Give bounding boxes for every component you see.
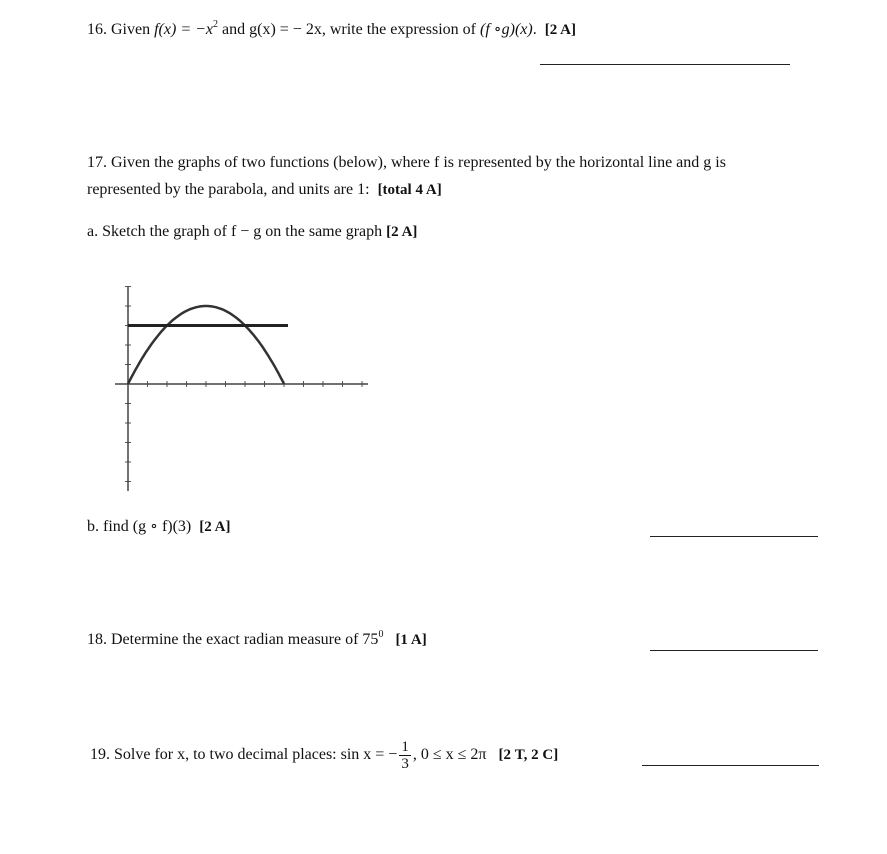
- q19-fraction: [399, 739, 411, 772]
- q16-marks: [2 A]: [544, 22, 576, 38]
- q18-marks: [1 A]: [395, 632, 427, 648]
- q17a-text: a. Sketch the graph of f − g on the same graph: [87, 223, 383, 240]
- q16-answer-blank[interactable]: [540, 64, 790, 65]
- q16-f-exponent: 2: [213, 19, 219, 30]
- q19-marks: [2 T, 2 C]: [498, 747, 559, 763]
- function-graph[interactable]: [110, 283, 370, 498]
- q18-text: 18. Determine the exact radian measure of 75: [87, 631, 379, 648]
- q16-f-definition: f(x) = −x: [154, 21, 214, 38]
- q19-text: 19. Solve for x, to two decimal places: sin x = −: [90, 746, 398, 763]
- question-18: [87, 630, 427, 652]
- q16-end: .: [532, 21, 537, 38]
- q19-range: , 0 ≤ x ≤ 2π: [412, 746, 487, 763]
- q18-degree: 0: [378, 629, 384, 640]
- q17a-marks: [2 A]: [386, 224, 418, 240]
- q19-answer-blank[interactable]: [642, 765, 819, 766]
- q17b-text: b. find (g ∘ f)(3): [87, 518, 192, 535]
- question-19: [90, 735, 558, 775]
- q19-denominator: 3: [401, 755, 409, 772]
- q17-marks: [total 4 A]: [377, 182, 442, 198]
- question-17a: [87, 222, 417, 242]
- q17b-marks: [2 A]: [199, 519, 231, 535]
- question-16: [87, 20, 576, 42]
- question-17-line-2: [87, 180, 442, 200]
- q17b-answer-blank[interactable]: [650, 536, 818, 537]
- q16-prefix: 16. Given: [87, 21, 155, 38]
- q18-answer-blank[interactable]: [650, 650, 818, 651]
- question-17-line-1: 17. Given the graphs of two functions (below), where f is represented by the horizontal line and g is: [87, 154, 726, 171]
- q16-composition: (f ∘g)(x): [480, 21, 533, 38]
- parabola-g: [128, 306, 284, 384]
- q17-line-2-text: represented by the parabola, and units are 1:: [87, 181, 370, 198]
- q19-numerator: 1: [401, 738, 409, 755]
- q16-middle: and g(x) = − 2x, write the expression of: [218, 21, 480, 38]
- question-17b: [87, 517, 231, 537]
